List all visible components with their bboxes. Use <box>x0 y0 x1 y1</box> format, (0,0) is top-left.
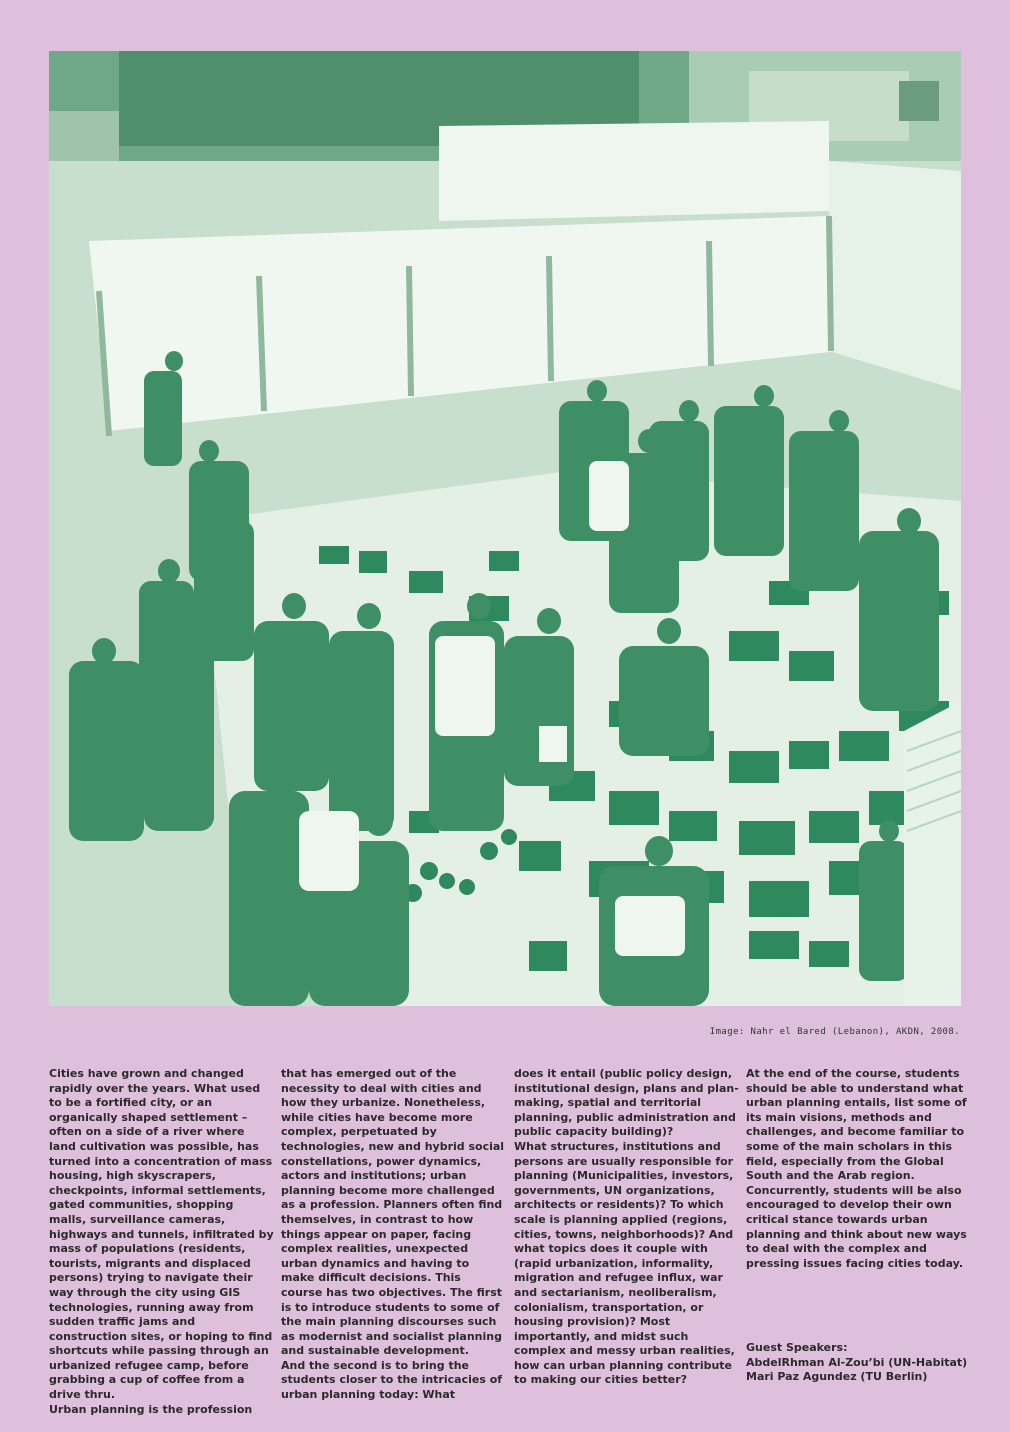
guest-speakers-heading: Guest Speakers: <box>746 1341 848 1354</box>
image-caption: Image: Nahr el Bared (Lebanon), AKDN, 2008. <box>709 1027 960 1037</box>
guest-speaker-name: AbdelRhman Al-Zou’bi (UN-Habitat) <box>746 1355 968 1369</box>
paragraph: does it entail (public policy design, institutional design, plans and plan-making, spatial and territorial planning, public administration and public capacity building)? <box>514 1067 739 1139</box>
text-column-1 <box>49 1067 274 1417</box>
paragraph: Urban planning is the profession <box>49 1402 253 1416</box>
text-column-4 <box>746 1067 971 1271</box>
guest-speaker-name: Mari Paz Agundez (TU Berlin) <box>746 1370 928 1384</box>
text-column-2 <box>281 1067 506 1403</box>
paragraph: At the end of the course, students should be able to understand what urban planning entails, list some of its main visions, methods and challenges, and become familiar to some of the main scholars in this field, especially from the Global South and the Arab region. Concurrently, students will be also encouraged to develop their own critical stance towards urban planning and think about new ways to deal with the complex and pressing issues facing cities today. <box>746 1067 967 1270</box>
paragraph: Cities have grown and changed rapidly over the years. What used to be a fortified city, or an organically shaped settlement – often on a side of a river where land cultivation was possible, has turned into a concentration of mass housing, high skyscrapers, checkpoints, informal settlements, gated communities, shopping malls, surveillance cameras, highways and tunnels, infiltrated by mass of populations (residents, tourists, migrants and displaced persons) trying to navigate their way through the city using GIS technologies, running away from sudden traffic jams and construction sites, or hoping to find shortcuts while passing through an urbanized refugee camp, before grabbing a cup of coffee from a drive thru. <box>49 1067 274 1402</box>
paragraph: What structures, institutions and persons are usually responsible for planning (Municipalities, investors, governments, UN organizations, architects or residents)? To which scale is planning applied (regions, cities, towns, neighborhoods)? And what topics does it couple with (rapid urbanization, informality, migration and refugee influx, war and sectarianism, neoliberalism, colonialism, transportation, or housing provision)? Most importantly, and midst such complex and messy urban realities, how can urban planning contribute to making our cities better? <box>514 1139 735 1387</box>
paragraph: that has emerged out of the necessity to deal with cities and how they urbanize. Nonetheless, while cities have become more complex, perpetuated by technologies, new and hybrid social constellations, power dynamics, actors and institutions; urban planning become more challenged as a profession. Planners often find themselves, in contrast to how things appear on paper, facing complex realities, unexpected urban dynamics and having to make difficult decisions. This course has two objectives. The first is to introduce students to some of the main planning discourses such as modernist and socialist planning and sustainable development. <box>281 1067 505 1358</box>
hero-photo <box>49 51 961 1006</box>
paragraph: And the second is to bring the students closer to the intricacies of urban planning today: What <box>281 1358 503 1402</box>
text-column-3 <box>514 1067 739 1388</box>
guest-speakers <box>746 1341 976 1385</box>
